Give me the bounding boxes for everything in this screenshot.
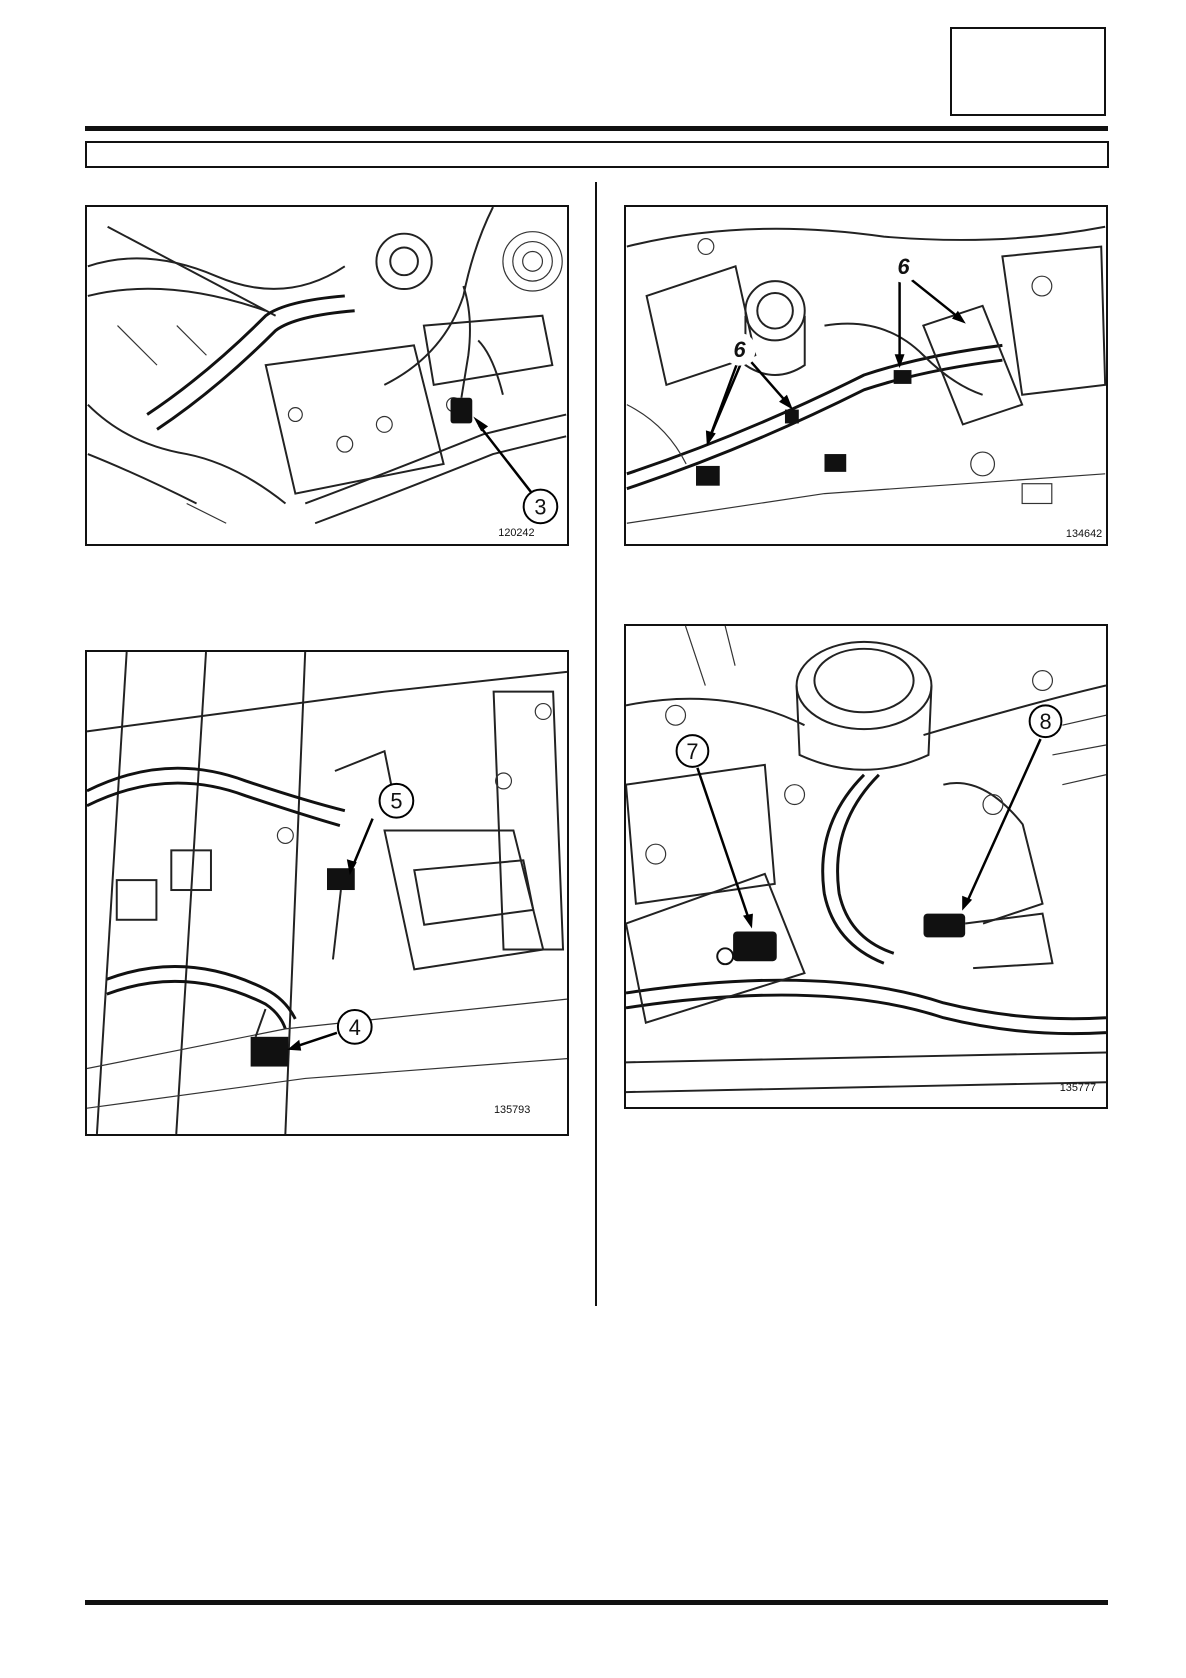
page-code-box bbox=[950, 27, 1106, 116]
callout-4: 4 bbox=[348, 1014, 361, 1040]
callout-6: 6 bbox=[897, 254, 910, 280]
figure-ref: 120242 bbox=[498, 527, 535, 540]
figure-connectors-4-5 bbox=[85, 650, 569, 1136]
figure-drawing bbox=[87, 652, 567, 1134]
figure-ref: 135793 bbox=[493, 1104, 531, 1117]
section-title-bar bbox=[85, 141, 1109, 168]
figure-connectors-6 bbox=[624, 205, 1108, 546]
column-divider bbox=[595, 182, 597, 1306]
figure-drawing bbox=[87, 207, 567, 544]
figure-drawing bbox=[626, 626, 1106, 1107]
figure-drawing bbox=[626, 207, 1106, 544]
figure-connectors-7-8 bbox=[624, 624, 1108, 1109]
callout-3: 3 bbox=[534, 494, 547, 520]
footer-rule bbox=[85, 1600, 1108, 1605]
callout-7: 7 bbox=[686, 738, 699, 764]
header-rule bbox=[85, 126, 1108, 131]
figure-ref: 135777 bbox=[1059, 1082, 1097, 1095]
callout-5: 5 bbox=[390, 788, 403, 814]
figure-ref: 134642 bbox=[1065, 528, 1103, 541]
callout-8: 8 bbox=[1039, 709, 1052, 735]
callout-6: 6 bbox=[733, 337, 746, 363]
figure-connector-3 bbox=[85, 205, 569, 546]
